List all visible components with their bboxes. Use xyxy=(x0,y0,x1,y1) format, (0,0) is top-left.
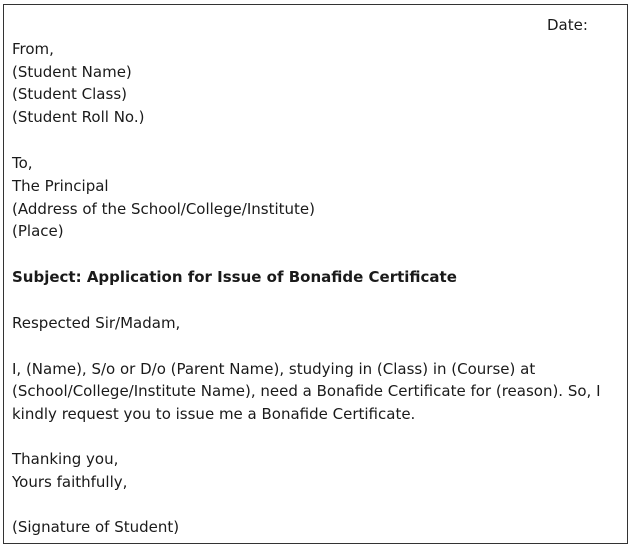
student-class: (Student Class) xyxy=(12,85,127,103)
body-line: kindly request you to issue me a Bonafide Certificate. xyxy=(12,405,416,423)
letter-frame xyxy=(3,4,628,544)
subject-line: Subject: Application for Issue of Bonafide Certificate xyxy=(12,268,457,286)
salutation: Respected Sir/Madam, xyxy=(12,314,181,332)
thanking-you: Thanking you, xyxy=(12,450,119,468)
signature-placeholder: (Signature of Student) xyxy=(12,518,180,536)
valediction: Yours faithfully, xyxy=(12,473,128,491)
body-line: (School/College/Institute Name), need a Bonafide Certificate for (reason). So, I xyxy=(12,382,601,400)
to-label: To, xyxy=(12,154,33,172)
student-name: (Student Name) xyxy=(12,63,132,81)
recipient: The Principal xyxy=(12,177,109,195)
recipient-address: (Address of the School/College/Institute) xyxy=(12,200,315,218)
recipient-place: (Place) xyxy=(12,222,64,240)
date-label: Date: xyxy=(547,16,588,34)
student-roll-no: (Student Roll No.) xyxy=(12,108,145,126)
from-label: From, xyxy=(12,40,54,58)
body-line: I, (Name), S/o or D/o (Parent Name), studying in (Class) in (Course) at xyxy=(12,360,536,378)
